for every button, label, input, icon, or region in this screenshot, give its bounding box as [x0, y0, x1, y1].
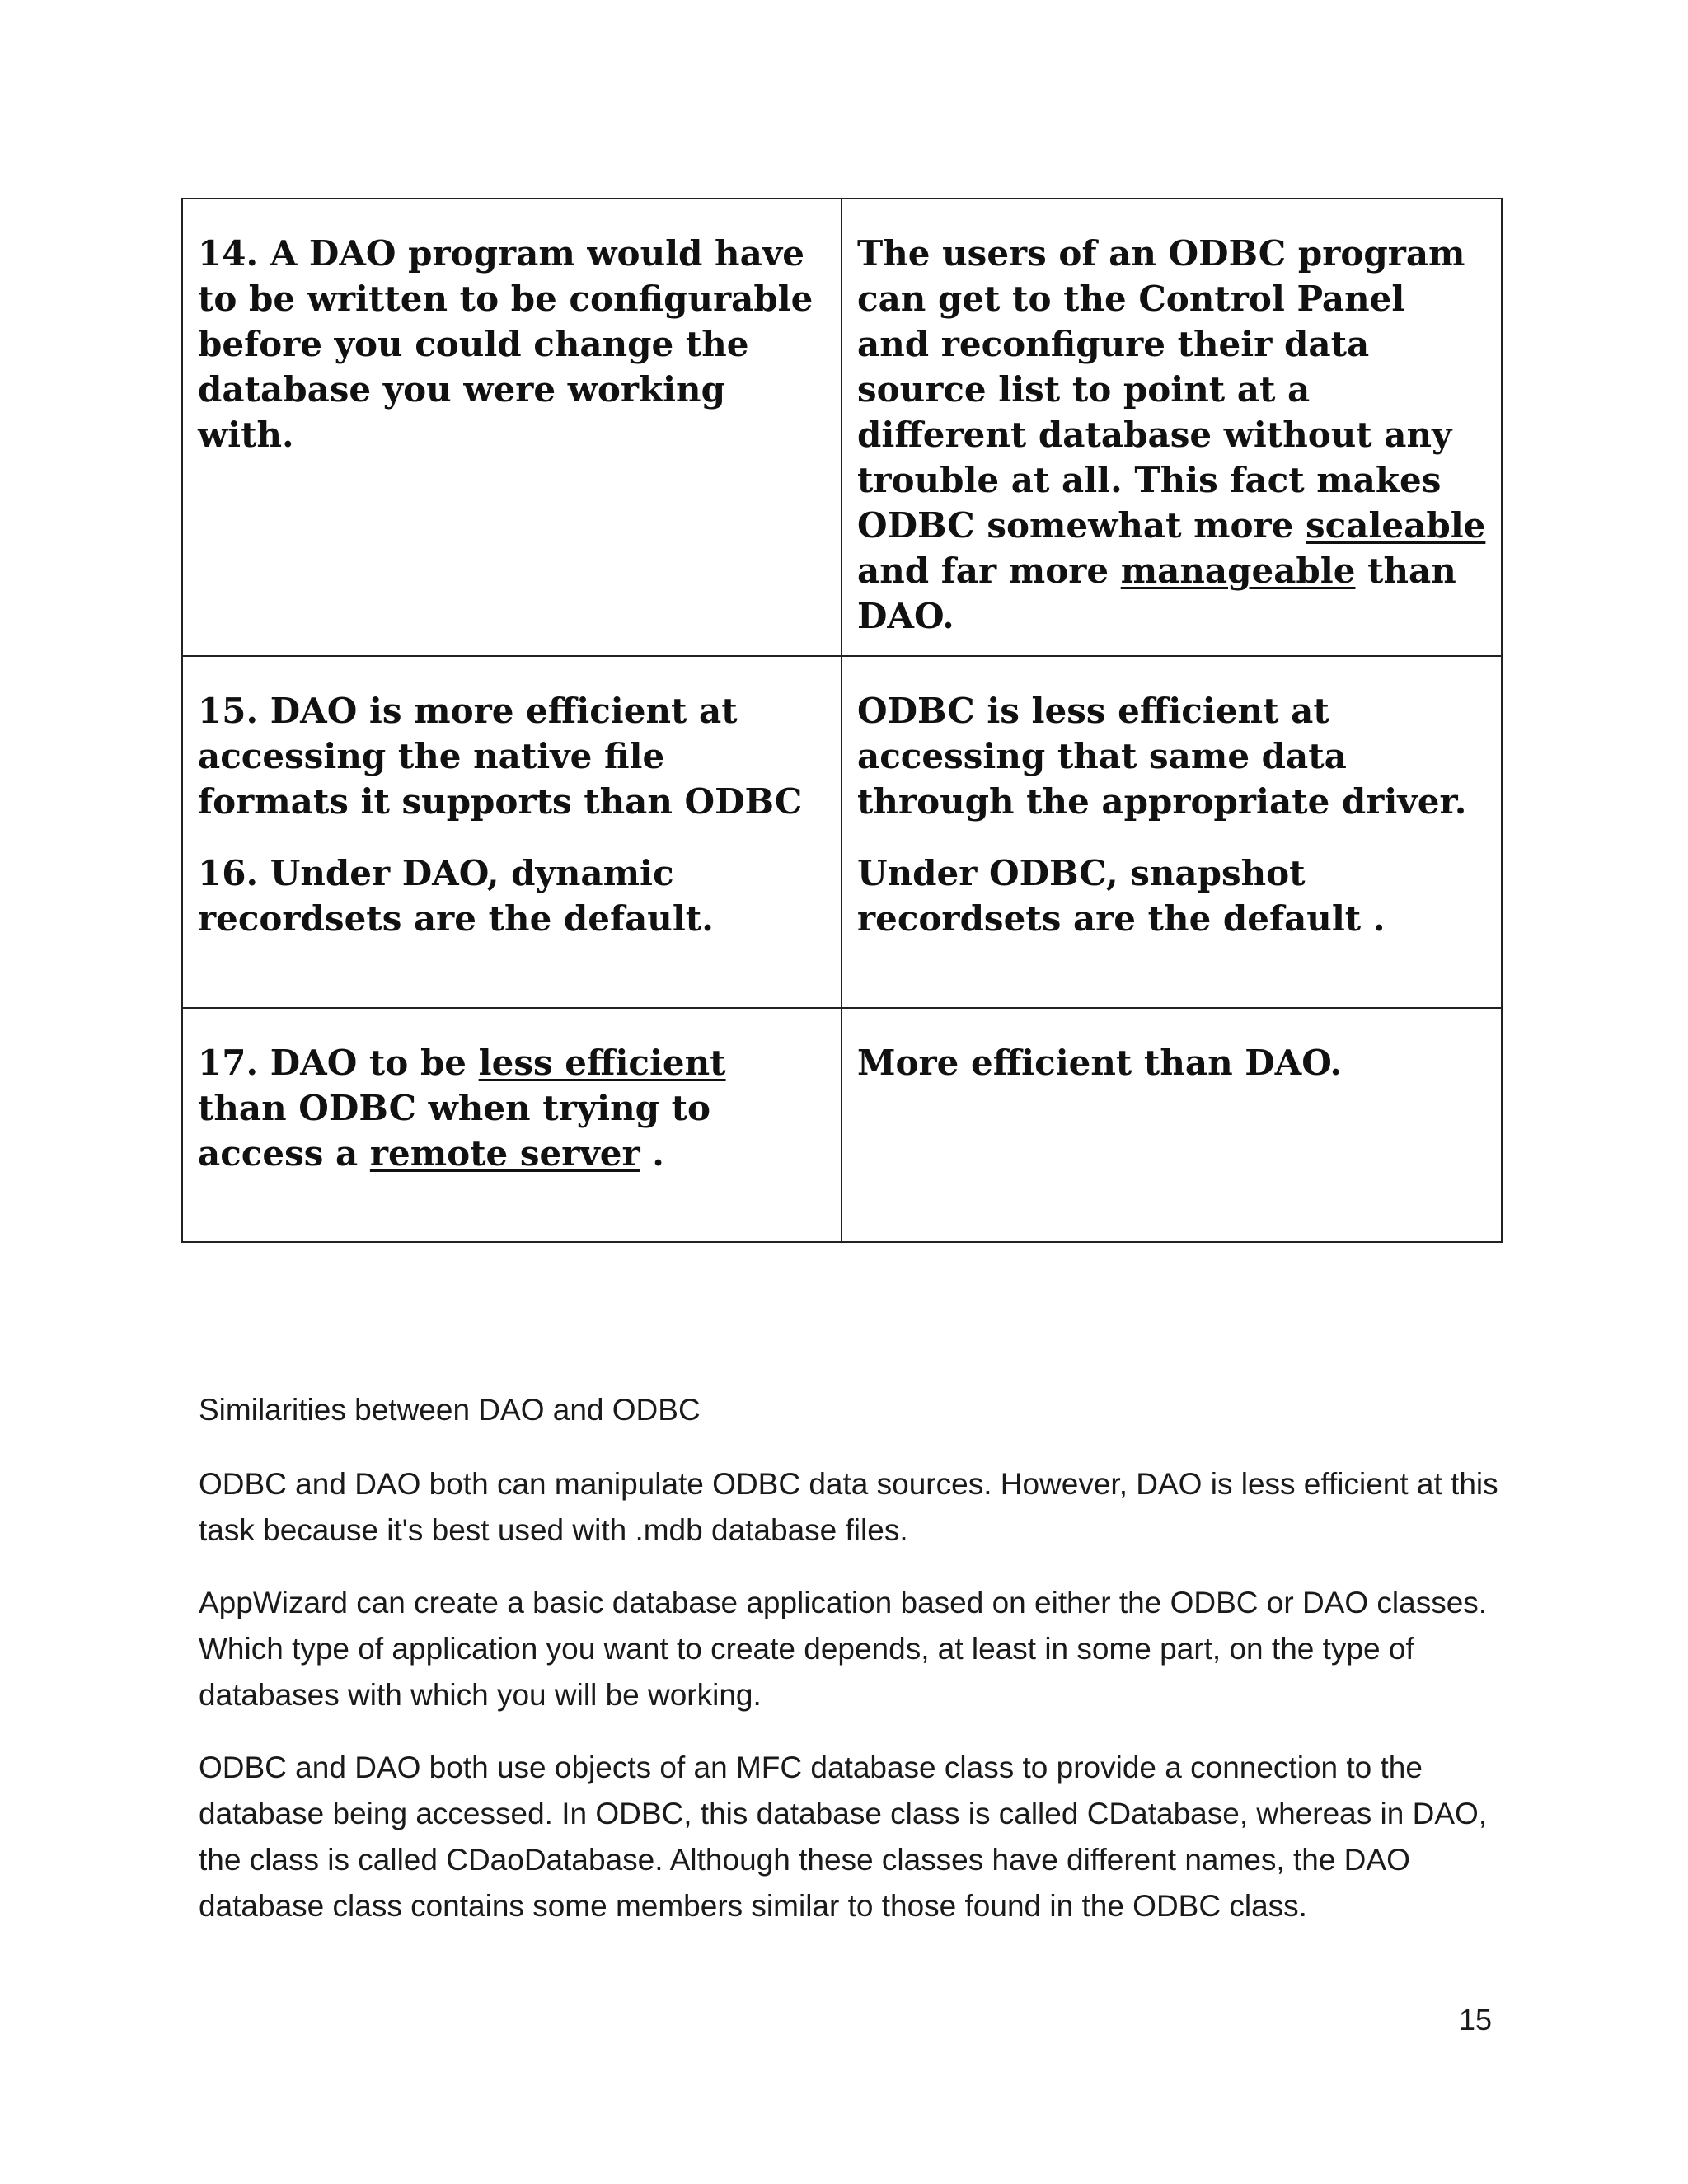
- point-16-dao: 16. Under DAO, dynamic recordsets are the default.: [198, 853, 714, 939]
- table-row: [182, 656, 1502, 1008]
- point-16-odbc: Under ODBC, snapshot recordsets are the default .: [857, 853, 1386, 939]
- underlined-manageable: manageable: [1120, 551, 1356, 591]
- point-17-dao-text-a: 17. DAO to be: [198, 1043, 479, 1083]
- table-cell-odbc: [842, 656, 1502, 1008]
- point-14-dao: 14. A DAO program would have to be written to be configurable before you could change the database you were working with.: [198, 233, 814, 455]
- table-cell-dao: [182, 1008, 842, 1242]
- table-cell-dao: [182, 199, 842, 656]
- table-cell-odbc: [842, 1008, 1502, 1242]
- point-14-odbc: [857, 231, 1486, 639]
- table-row: [182, 1008, 1502, 1242]
- body-paragraph: ODBC and DAO both can manipulate ODBC data sources. However, DAO is less efficient at this task because it's best used with .mdb database files.: [199, 1467, 1498, 1547]
- point-17-dao-text-c: .: [640, 1133, 664, 1174]
- point-17-odbc: More efficient than DAO.: [857, 1043, 1342, 1083]
- dao-odbc-comparison-table: [181, 198, 1503, 1243]
- point-15-dao: 15. DAO is more efficient at accessing the native file formats it supports than ODBC: [198, 691, 803, 822]
- point-14-odbc-text-a: The users of an ODBC program can get to the Control Panel and reconfigure their data source list to point at a different database without any trouble at all. This fact makes ODBC somewhat more: [857, 233, 1465, 546]
- table-row: [182, 199, 1502, 656]
- page-number: 15: [1458, 2003, 1492, 2036]
- underlined-remote-server: remote server: [369, 1133, 640, 1174]
- section-heading: Similarities between DAO and ODBC: [199, 1393, 701, 1427]
- point-15-odbc: ODBC is less efficient at accessing that same data through the appropriate driver.: [857, 691, 1467, 822]
- point-14-odbc-text-b: and far more: [857, 551, 1121, 591]
- underlined-scaleable: scaleable: [1306, 505, 1486, 546]
- point-17-dao: [198, 1040, 826, 1176]
- table-cell-odbc: [842, 199, 1502, 656]
- body-paragraph: ODBC and DAO both use objects of an MFC database class to provide a connection to the database being accessed. In ODBC, this database class is called CDatabase, whereas in DAO, the class is called CDaoDatabase. Although these classes have different names, the DAO database class contains some members similar to those found in the ODBC class.: [199, 1750, 1488, 1923]
- table-cell-dao: [182, 656, 842, 1008]
- body-paragraph: AppWizard can create a basic database application based on either the ODBC or DAO classes. Which type of application you want to create depends, at least in some part, on the type of databases with which you will be working.: [199, 1586, 1488, 1712]
- underlined-less-efficient: less efficient: [478, 1043, 726, 1083]
- point-14-odbc-text-c: than DAO.: [857, 551, 1456, 636]
- point-17-dao-text-b: than ODBC when trying to access a: [198, 1088, 711, 1174]
